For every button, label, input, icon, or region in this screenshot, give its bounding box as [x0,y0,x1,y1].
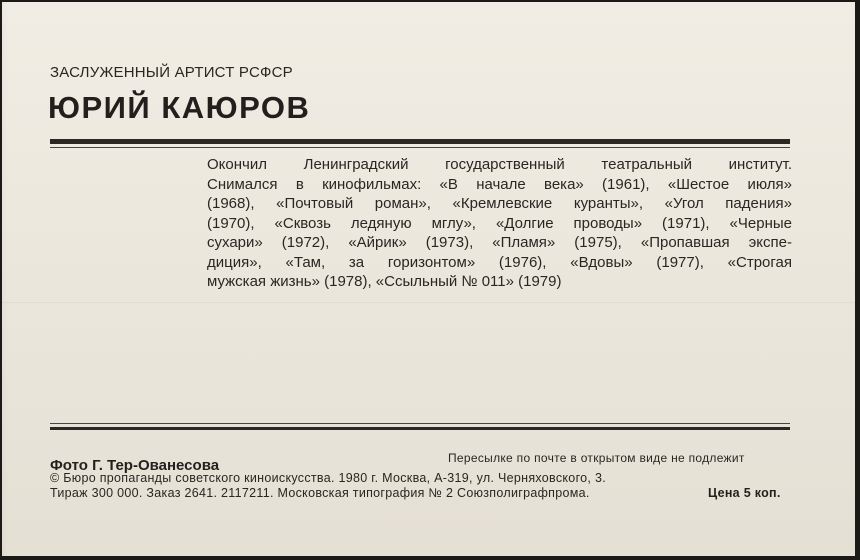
publisher-info: © Бюро пропаганды советского киноискусства. 1980 г. Москва, А-319, ул. Черняховского, 3. [50,471,606,485]
header-divider-thin [50,147,790,148]
bio-line: (1968), «Почтовый роман», «Кремлевские куранты», «Угол падения» [207,195,792,212]
bio-line: Окончил Ленинградский государственный театральный институт. [207,156,792,173]
card-fold-line [2,302,855,303]
header-divider-thick [50,139,790,144]
photo-credit: Фото Г. Тер-Ованесова [50,457,220,474]
bio-line: (1970), «Сквозь ледяную мглу», «Долгие проводы» (1971), «Черные [207,214,792,232]
print-run-info: Тираж 300 000. Заказ 2641. 2117211. Московская типография № 2 Союзполиграфпрома. [50,486,590,500]
postcard-back [2,2,855,556]
mail-restriction-note: Пересылке по почте в открытом виде не подлежит [448,451,745,465]
biography-text [207,155,792,292]
honorary-title: ЗАСЛУЖЕННЫЙ АРТИСТ РСФСР [50,64,293,81]
bio-line: мужская жизнь» (1978), «Ссыльный № 011» (1979) [207,273,562,290]
bio-line: Снимался в кинофильмах: «В начале века» (1961), «Шестое июля» [207,175,792,193]
footer-divider-thin [50,423,790,424]
bio-line: диция», «Там, за горизонтом» (1976), «Вдовы» (1977), «Строгая [207,253,792,271]
footer-divider-thick [50,427,790,430]
price-label: Цена 5 коп. [708,486,781,500]
bio-line: сухари» (1972), «Айрик» (1973), «Пламя» (1975), «Пропавшая экспе- [207,234,792,251]
actor-name: ЮРИЙ КАЮРОВ [48,90,311,125]
